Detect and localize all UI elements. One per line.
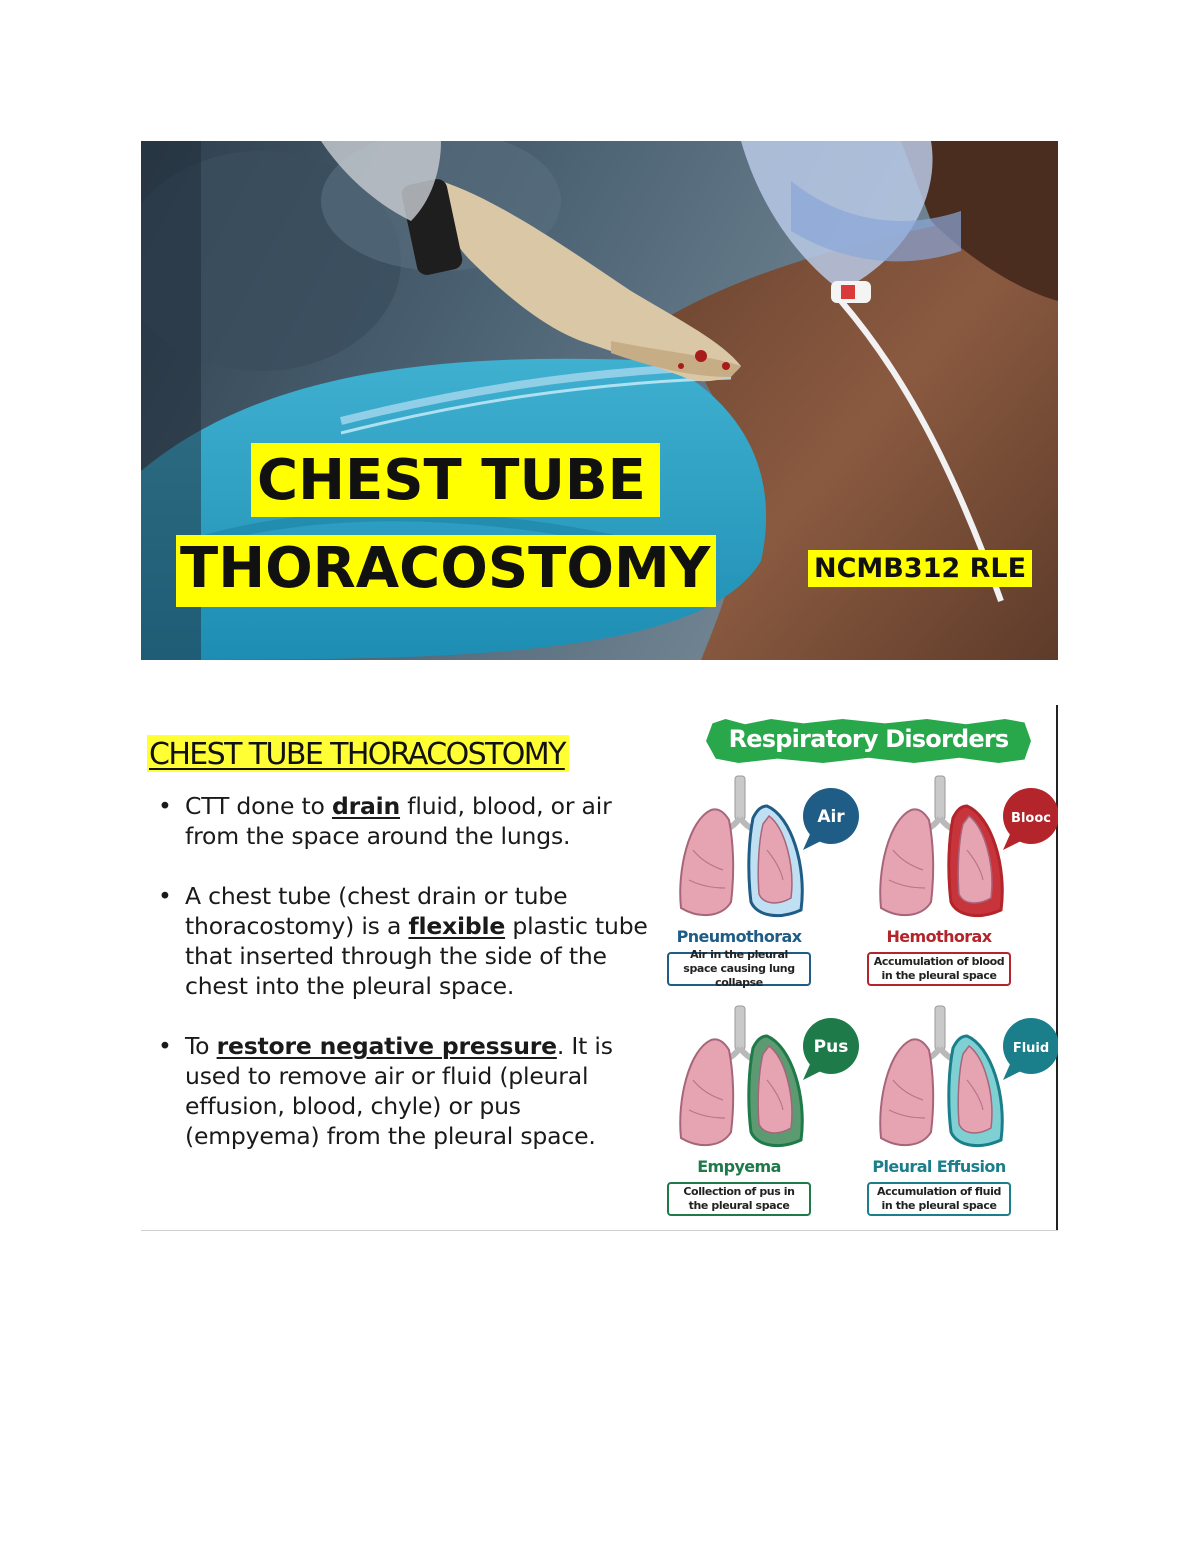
title-slide [141,141,1058,660]
condition-name: Pneumothorax [676,927,802,946]
slide-title-line1: CHEST TUBE [251,443,660,517]
bubble-label: Air [817,807,845,827]
condition-name: Empyema [697,1157,781,1176]
lung-illustration [871,770,1058,930]
lung-illustration [671,1000,861,1160]
bullet-emphasis: drain [331,792,401,820]
infographic-title: Respiratory Disorders [728,725,1009,753]
bubble-label: Blooc [1011,811,1051,826]
bullet-text: To [185,1032,217,1060]
bullet-dot: • [158,792,172,820]
bullet-dot: • [158,1032,172,1060]
respiratory-disorders-infographic [651,705,1058,1230]
bullet-item [155,791,660,851]
condition-description: Accumulation of fluid in the pleural space [867,1182,1011,1216]
condition-name: Pleural Effusion [872,1157,1006,1176]
bullet-item [155,1031,660,1151]
condition-name: Hemothorax [886,927,992,946]
content-slide [141,705,1058,1231]
bullet-emphasis: flexible [408,912,506,940]
bullet-emphasis: restore negative pressure [216,1032,557,1060]
bubble-label: Fluid [1012,1041,1050,1056]
slide-heading: CHEST TUBE THORACOSTOMY [147,735,569,772]
lung-illustration [671,770,861,930]
bullet-text: A chest tube (chest drain or tube thoracostomy) is a [185,882,568,940]
lung-illustration [871,1000,1058,1160]
bullet-text: fluid, blood, or air from the space around the lungs. [185,792,612,850]
bubble-label: Pus [813,1037,849,1057]
condition-description: Collection of pus in the pleural space [667,1182,811,1216]
bullet-text: plastic tube that inserted through the side of the chest into the pleural space. [185,912,648,1000]
bullet-list [155,791,660,1181]
course-code: NCMB312 RLE [808,550,1032,587]
slide-title-line2: THORACOSTOMY [176,535,716,607]
condition-description: Accumulation of blood in the pleural space [867,952,1011,986]
condition-description: Air in the pleural space causing lung collapse [667,952,811,986]
bullet-dot: • [158,882,172,910]
bullet-item [155,881,660,1001]
bullet-text: . It is used to remove air or fluid (pleural effusion, blood, chyle) or pus (empyema) from the pleural space. [185,1032,613,1150]
bullet-text: CTT done to [185,792,332,820]
